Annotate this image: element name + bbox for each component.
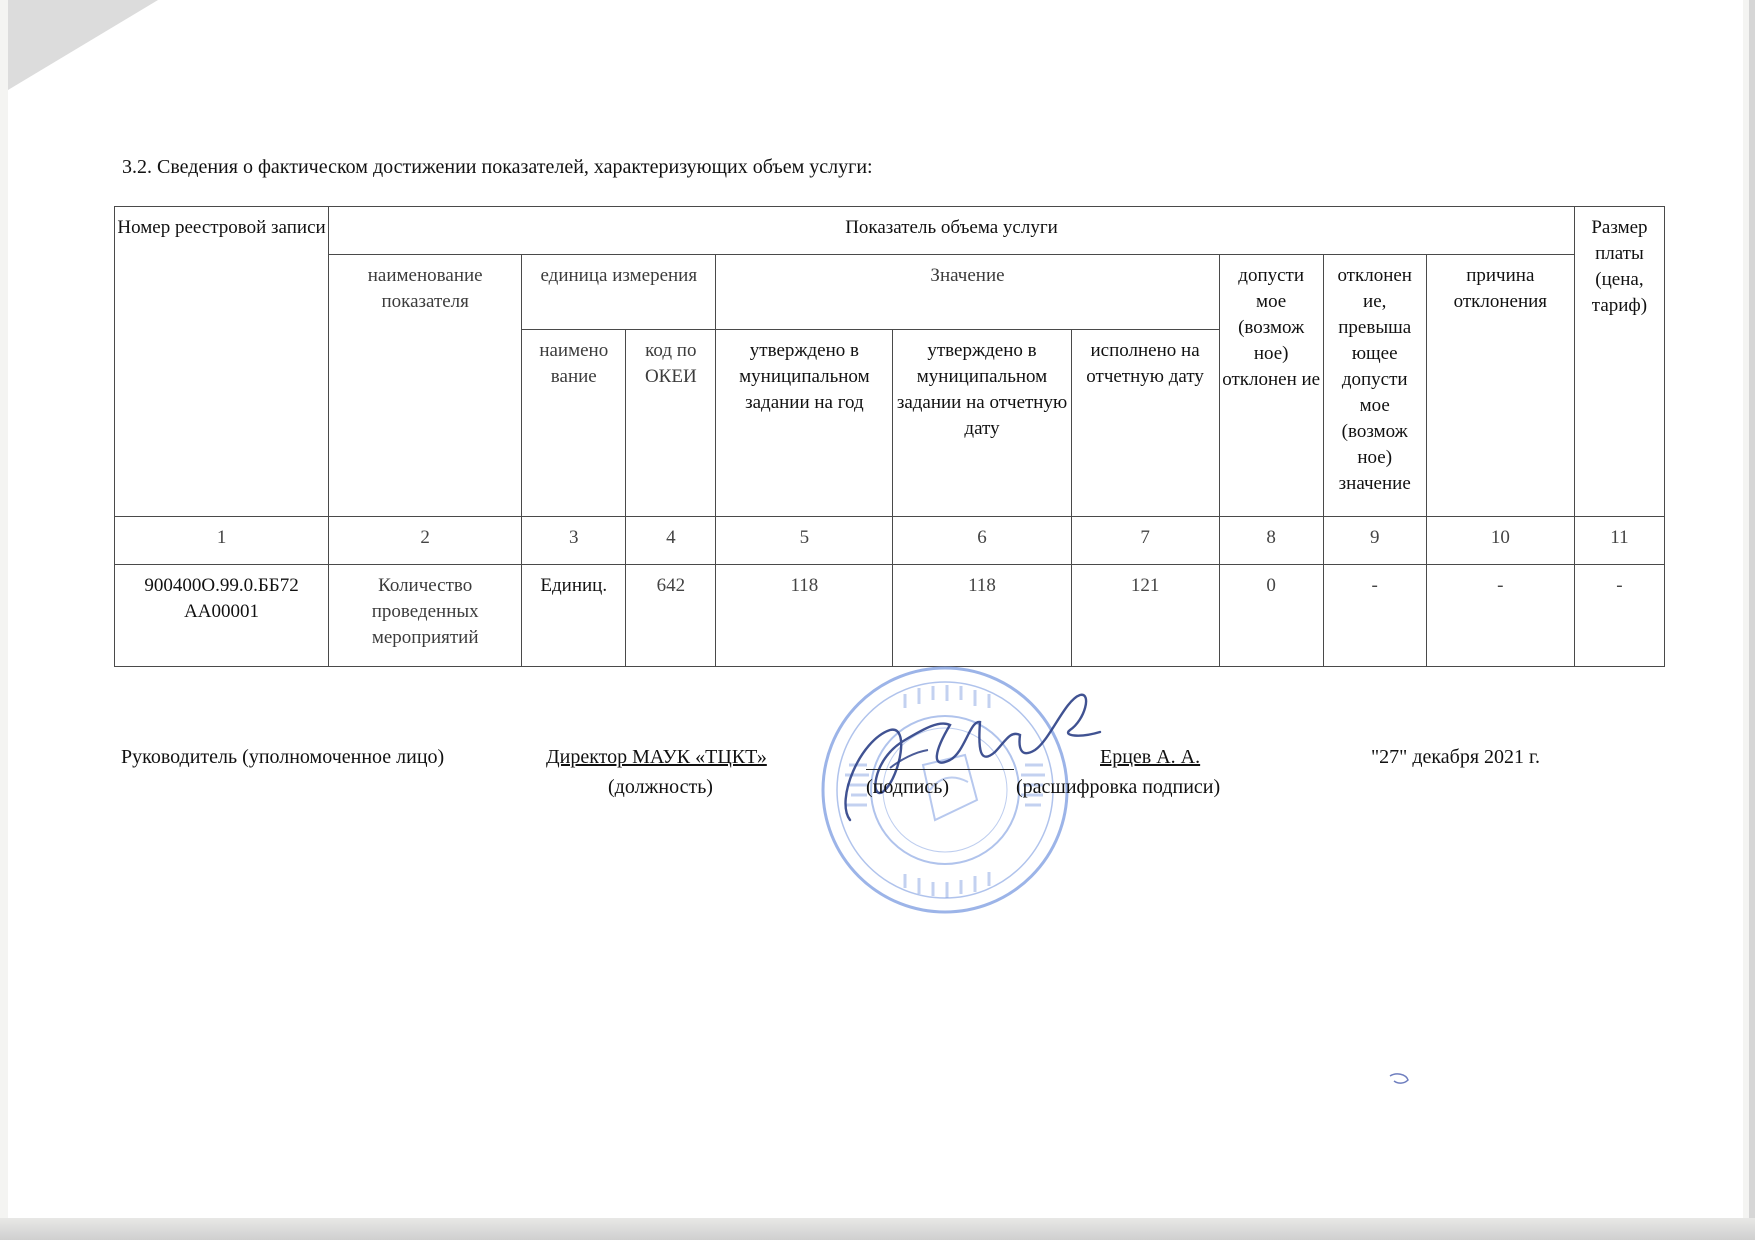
header-okei-code: код по ОКЕИ: [626, 330, 716, 517]
column-number: 9: [1323, 517, 1426, 565]
header-approved-year: утверждено в муниципальном задании на год: [716, 330, 893, 517]
column-number: 8: [1219, 517, 1323, 565]
signature-caption: (подпись): [866, 776, 950, 798]
column-number: 5: [716, 517, 893, 565]
column-number: 2: [329, 517, 522, 565]
column-number: 11: [1574, 517, 1664, 565]
column-number: 10: [1426, 517, 1574, 565]
header-unit-name: наимено вание: [522, 330, 626, 517]
header-volume-indicator: Показатель объема услуги: [329, 207, 1575, 255]
name-value: Ерцев А. А.: [1100, 746, 1201, 768]
cell-payment: -: [1574, 565, 1664, 667]
cell-executed-date: 121: [1071, 565, 1219, 667]
column-number: 1: [115, 517, 329, 565]
column-number: 7: [1071, 517, 1219, 565]
header-registry-number: Номер реестровой записи: [115, 207, 329, 517]
scan-folded-corner: [8, 0, 158, 90]
cell-registry-number: 900400О.99.0.ББ72 АА00001: [115, 565, 329, 667]
cell-approved-date: 118: [893, 565, 1071, 667]
table-row: [115, 565, 1665, 667]
section-heading: 3.2. Сведения о фактическом достижении показателей, характеризующих объем услуги:: [122, 156, 873, 178]
signature-mark: [830, 680, 1110, 840]
column-number: 3: [522, 517, 626, 565]
volume-indicators-table: [114, 206, 1665, 667]
signature-line: [866, 769, 1014, 770]
cell-allowed-deviation: 0: [1219, 565, 1323, 667]
name-caption: (расшифровка подписи): [1016, 776, 1221, 798]
scan-bottom-edge: [0, 1218, 1755, 1240]
report-date: "27" декабря 2021 г.: [1371, 746, 1540, 768]
header-approved-date: утверждено в муниципальном задании на отчетную дату: [893, 330, 1071, 517]
head-label: Руководитель (уполномоченное лицо): [121, 746, 445, 768]
column-number: 6: [893, 517, 1071, 565]
header-allowed-deviation: допусти мое (возмож ное) отклонен ие: [1219, 255, 1323, 517]
header-value: Значение: [716, 255, 1219, 330]
header-payment: Размер платы (цена, тариф): [1574, 207, 1664, 517]
position-value: Директор МАУК «ТЦКТ»: [546, 746, 767, 768]
header-indicator-name: наименование показателя: [329, 255, 522, 517]
cell-approved-year: 118: [716, 565, 893, 667]
scan-speck: [1388, 1072, 1412, 1086]
column-number: 4: [626, 517, 716, 565]
cell-deviation-reason: -: [1426, 565, 1574, 667]
cell-exceeding-deviation: -: [1323, 565, 1426, 667]
cell-unit-name: Единиц.: [522, 565, 626, 667]
cell-indicator-name: Количество проведенных мероприятий: [329, 565, 522, 667]
header-exceeding-deviation: отклонен ие, превыша ющее допусти мое (возмож ное) значение: [1323, 255, 1426, 517]
cell-okei-code: 642: [626, 565, 716, 667]
position-caption: (должность): [608, 776, 713, 798]
header-deviation-reason: причина отклонения: [1426, 255, 1574, 517]
header-executed-date: исполнено на отчетную дату: [1071, 330, 1219, 517]
header-unit: единица измерения: [522, 255, 716, 330]
scan-edge: [1749, 0, 1755, 1240]
